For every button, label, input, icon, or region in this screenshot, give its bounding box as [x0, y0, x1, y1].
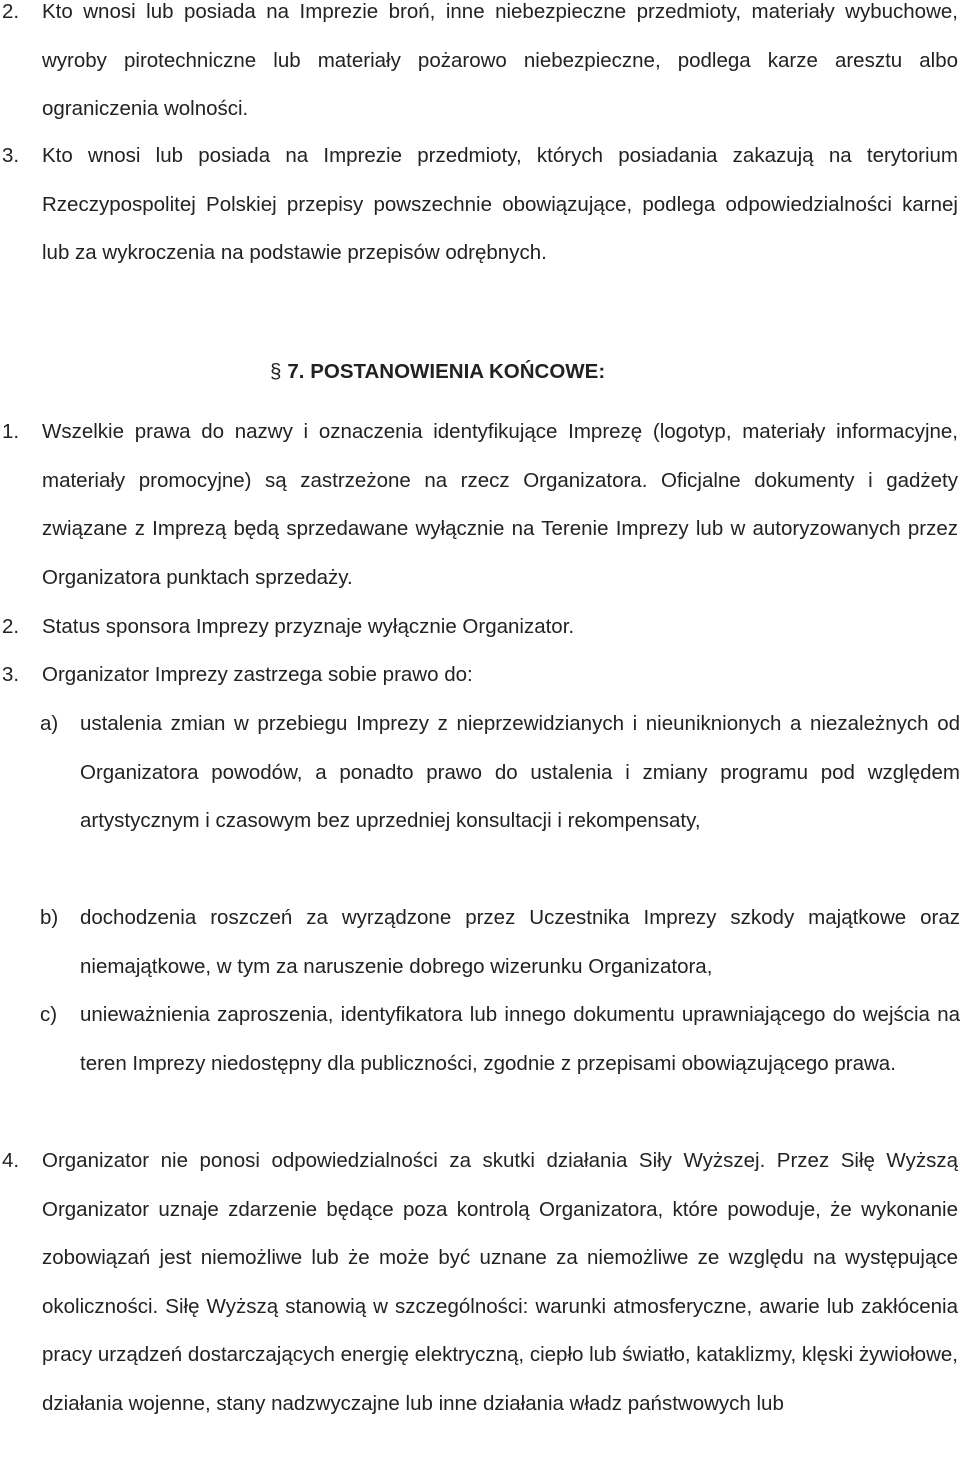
item-number: 3. — [2, 663, 20, 686]
section-title: 7. POSTANOWIENIA KOŃCOWE: — [287, 360, 606, 383]
sub-item-letter: c) — [40, 1003, 58, 1026]
sub-list-item — [40, 991, 960, 1088]
item-number: 2. — [2, 615, 20, 638]
list-item — [0, 1137, 958, 1428]
list-item — [0, 651, 958, 700]
item-number: 1. — [2, 420, 20, 443]
item-text: Organizator Imprezy zastrzega sobie prawo do: — [42, 663, 473, 686]
item-text: Organizator nie ponosi odpowiedzialności za skutki działania Siły Wyższej. Przez Siłę Wyższą Organizator uznaje zdarzenie będące poza kontrolą Organizatora, które powoduje, że wykonanie zobowiązań jest niemożliwe lub że może być uznane za niemożliwe ze względu na występujące okoliczności. Siłę Wyższą stanowią w szczególności: warunki atmosferyczne, awarie lub zakłócenia pracy urządzeń dostarczających energię elektryczną, ciepło lub światło, kataklizmy, klęski żywiołowe, działania wojenne, stany nadzwyczajne lub inne działania władz państwowych lub — [42, 1149, 958, 1415]
sub-list-item — [40, 700, 960, 846]
sub-item-letter: a) — [40, 712, 59, 735]
list-item — [0, 0, 958, 134]
sub-list-item — [40, 894, 960, 991]
sub-item-letter: b) — [40, 906, 59, 929]
sub-item-text: dochodzenia roszczeń za wyrządzone przez Uczestnika Imprezy szkody majątkowe oraz niemajątkowe, w tym za naruszenie dobrego wizerunku Organizatora, — [80, 906, 960, 978]
section-heading — [270, 352, 605, 392]
list-item — [0, 408, 958, 602]
list-item — [0, 603, 958, 652]
item-text: Status sponsora Imprezy przyznaje wyłącznie Organizator. — [42, 615, 575, 638]
item-text: Wszelkie prawa do nazwy i oznaczenia identyfikujące Imprezę (logotyp, materiały informacyjne, materiały promocyjne) są zastrzeżone na rzecz Organizatora. Oficjalne dokumenty i gadżety związane z Imprezą będą sprzedawane wyłącznie na Terenie Imprezy lub w autoryzowanych przez Organizatora punktach sprzedaży. — [42, 420, 958, 589]
sub-item-text: ustalenia zmian w przebiegu Imprezy z nieprzewidzianych i nieuniknionych a niezależnych od Organizatora powodów, a ponadto prawo do ustalenia i zmiany programu pod względem artystycznym i czasowym bez uprzedniej konsultacji i rekompensaty, — [80, 712, 960, 832]
item-text: Kto wnosi lub posiada na Imprezie broń, inne niebezpieczne przedmioty, materiały wybuchowe, wyroby pirotechniczne lub materiały pożarowo niebezpieczne, podlega karze aresztu albo ograniczenia wolności. — [42, 0, 958, 120]
item-number: 4. — [2, 1149, 20, 1172]
list-item — [0, 132, 958, 278]
sub-item-text: unieważnienia zaproszenia, identyfikatora lub innego dokumentu uprawniającego do wejścia na teren Imprezy niedostępny dla publiczności, zgodnie z przepisami obowiązującego prawa. — [80, 1003, 960, 1075]
item-number: 2. — [2, 0, 20, 23]
paragraph-sign: § — [270, 360, 282, 383]
item-number: 3. — [2, 144, 20, 167]
item-text: Kto wnosi lub posiada na Imprezie przedmioty, których posiadania zakazują na terytorium Rzeczypospolitej Polskiej przepisy powszechnie obowiązujące, podlega odpowiedzialności karnej lub za wykroczenia na podstawie przepisów odrębnych. — [42, 144, 958, 264]
